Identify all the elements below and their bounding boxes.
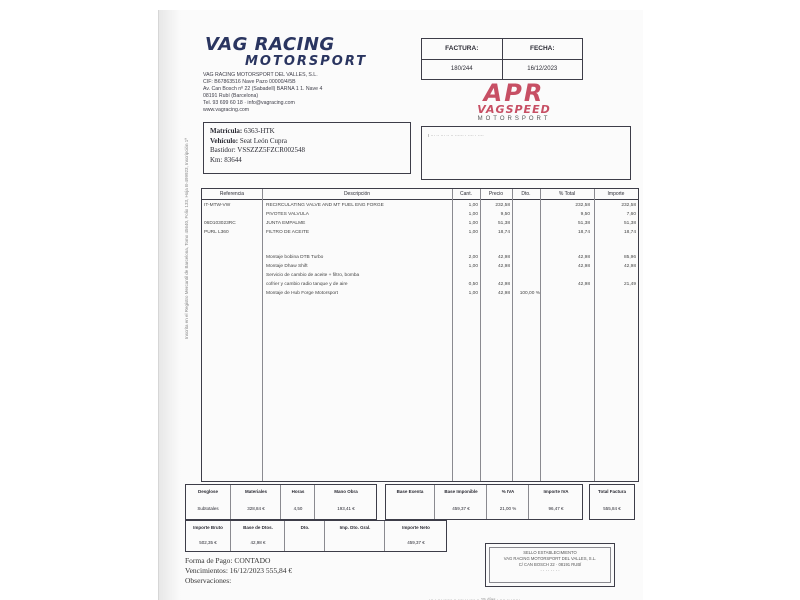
stamp-line: VAG RACING MOTORSPORT DEL VALLES, S.L.	[503, 556, 597, 561]
table-row	[202, 262, 638, 271]
cell-importe: 51,38	[623, 221, 636, 226]
table-row	[202, 201, 638, 210]
cell-desc: cofrier y cambio radio tanque y de aire	[266, 282, 348, 287]
materiales-value: 328,84 €	[247, 506, 265, 511]
cell-total: 9,50	[580, 212, 590, 217]
iva-pct-cell	[486, 485, 529, 519]
cell-desc: Montaje de Hub Forge Motorsport	[266, 291, 338, 296]
header-cantidad: Cant.	[460, 191, 472, 197]
cell-precio: 42,98	[497, 282, 510, 287]
company-line: www.vagracing.com	[203, 107, 250, 113]
header-importe: Importe	[607, 191, 625, 197]
mano-obra-value: 193,41 €	[337, 506, 355, 511]
cell-precio: 42,98	[497, 264, 510, 269]
cell-importe: 42,98	[623, 264, 636, 269]
forma-pago: Forma de Pago: CONTADO	[185, 556, 271, 565]
payment-info	[185, 556, 292, 586]
cell-precio: 232,58	[495, 203, 510, 208]
importe-bruto-cell	[186, 521, 230, 551]
cell-importe: 85,96	[623, 255, 636, 260]
paper-shadow	[159, 10, 181, 600]
company-line: Av. Can Bosch nº 22 (Sabadell) BARNA 1 1. Nave 4	[203, 86, 323, 92]
cell-importe: 7,60	[626, 212, 636, 217]
factura-label: FACTURA:	[445, 45, 479, 53]
desglose-cell	[186, 485, 230, 519]
header-precio: Precio	[488, 191, 504, 197]
dto-label: Dto.	[300, 525, 310, 530]
apr-logo-line-1: APR	[483, 79, 545, 107]
desglose-box	[185, 484, 377, 520]
foot-note: ··· · ··· ······ ·· ···· ·· ···· ·· 15 días · ···· ·· ······	[429, 597, 520, 600]
header-total: % Total	[558, 191, 576, 197]
cell-dto: 100,00 %	[519, 291, 540, 296]
total-factura-label: Total Factura	[598, 489, 626, 494]
cell-precio: 42,98	[497, 291, 510, 296]
cell-ref: 06D103023RC	[204, 221, 236, 226]
horas-label: Horas	[291, 489, 305, 494]
table-row	[202, 244, 638, 253]
cell-total: 42,98	[577, 264, 590, 269]
desglose-label: Desglose	[197, 489, 218, 494]
importe-neto-label: Importe Neto	[402, 525, 430, 530]
cell-ref: PURL L360	[204, 230, 229, 235]
km-value: 83644	[224, 155, 242, 164]
logo-line-2: MOTORSPORT	[245, 54, 368, 69]
materiales-cell	[230, 485, 281, 519]
table-row	[202, 280, 638, 289]
cell-cant: 1,00	[468, 221, 478, 226]
base-exenta-cell	[386, 485, 434, 519]
importe-bruto-label: Importe Bruto	[193, 525, 223, 530]
observaciones: Observaciones:	[185, 576, 232, 585]
table-row	[202, 289, 638, 298]
header-dto: Dto.	[521, 191, 531, 197]
total-factura-cell	[590, 485, 634, 519]
materiales-label: Materiales	[244, 489, 267, 494]
client-text: I ··· ·· ··· ·· ·· ······ · ···· · ····	[428, 133, 484, 138]
cell-cant: 1,00	[468, 291, 478, 296]
cell-cant: 1,00	[468, 212, 478, 217]
importe-iva-cell	[528, 485, 583, 519]
matricula-value: 6363-HTK	[244, 127, 275, 135]
apr-logo-line-2: VAGSPEED	[477, 103, 551, 116]
company-line: Tel. 93 699 60 18 · info@vagracing.com	[203, 100, 295, 106]
cell-precio: 18,74	[497, 230, 510, 235]
logo-line-1: VAG RACING	[205, 34, 335, 55]
vehicle-box	[203, 122, 411, 174]
imp-dto-value	[325, 536, 385, 551]
cell-cant: 1,00	[468, 264, 478, 269]
base-imponible-label: Base Imponible	[444, 489, 478, 494]
invoice-number-date-box	[421, 38, 583, 80]
header-descripcion: Descripción	[343, 191, 371, 197]
base-exenta-value	[386, 502, 434, 519]
bastidor-value: VSSZZZ5FZCR002548	[237, 146, 305, 154]
cell-importe: 18,74	[623, 230, 636, 235]
base-exenta-label: Base Exenta	[396, 489, 424, 494]
cell-desc: Montaje Dhaw Shift	[266, 264, 308, 269]
base-dtos-value: 42,98 €	[250, 540, 266, 545]
base-imponible-value: 459,37 €	[452, 506, 470, 511]
stamp-title: SELLO ESTABLECIMIENTO	[523, 550, 577, 555]
cell-cant: 0,50	[468, 282, 478, 287]
company-info	[203, 72, 363, 114]
base-imponible-cell	[434, 485, 487, 519]
company-stamp	[485, 543, 615, 587]
cell-cant: 1,00	[468, 203, 478, 208]
total-factura-box	[589, 484, 635, 520]
dto-value	[285, 536, 325, 551]
apr-logo	[459, 79, 569, 123]
mano-obra-label: Mano Obra	[334, 489, 358, 494]
table-row	[202, 219, 638, 228]
company-line: CIF: B67863516 Nave Pazo 00000/4/5B	[203, 79, 296, 85]
subtotales-label: Subtotales	[197, 506, 219, 511]
cell-cant: 2,00	[468, 255, 478, 260]
cell-desc: FILTRO DE ACEITE	[266, 230, 310, 235]
stamp-line: · · · · · · · ·	[540, 568, 560, 573]
vag-racing-logo	[205, 36, 367, 68]
table-row	[202, 271, 638, 280]
fecha-value: 16/12/2023	[502, 60, 583, 80]
importe-neto-cell	[384, 521, 447, 551]
cell-cant: 1,00	[468, 230, 478, 235]
horas-cell	[280, 485, 315, 519]
imp-dto-label: Imp. Dto. Gral.	[339, 525, 371, 530]
factura-value: 180/244	[450, 66, 473, 73]
totals-row-1	[185, 484, 633, 518]
cell-desc: PIVOTES VALVULA	[266, 212, 310, 217]
vehiculo-label: Vehículo:	[210, 136, 239, 145]
cell-total: 51,38	[577, 221, 590, 226]
cell-importe: 232,58	[621, 203, 636, 208]
total-factura-value: 555,84 €	[603, 506, 621, 511]
company-line: VAG RACING MOTORSPORT DEL VALLES, S.L.	[203, 72, 318, 78]
matricula-label: Matrícula:	[210, 127, 243, 135]
table-row	[202, 253, 638, 262]
imp-dto-cell	[324, 521, 385, 551]
base-dtos-cell	[230, 521, 285, 551]
cell-total: 18,74	[577, 230, 590, 235]
neto-box	[185, 520, 447, 552]
mano-obra-cell	[314, 485, 377, 519]
importe-neto-value: 459,37 €	[407, 540, 425, 545]
cell-importe: 21,49	[623, 282, 636, 287]
km-label: Km:	[210, 155, 223, 164]
base-dtos-label: Base de Dtos.	[243, 525, 273, 530]
apr-logo-line-3: MOTORSPORT	[477, 116, 551, 122]
cell-precio: 51,38	[497, 221, 510, 226]
cell-desc: JUNTA EMPALME	[266, 221, 306, 226]
iva-pct-value: 21,00 %	[499, 506, 517, 511]
table-row	[202, 210, 638, 219]
company-line: 08191 Rubí (Barcelona)	[203, 93, 259, 99]
client-box	[421, 126, 631, 180]
importe-iva-value: 96,47 €	[548, 506, 564, 511]
invoice-sheet	[158, 10, 643, 600]
vencimientos: Vencimientos: 16/12/2023 555,84 €	[185, 566, 293, 575]
totals-row-2	[185, 520, 445, 550]
cell-desc: Servicio de cambio de aceite + filtro, bomba	[266, 273, 360, 278]
dto-cell	[284, 521, 325, 551]
fecha-label: FECHA:	[502, 39, 583, 59]
tax-box	[385, 484, 583, 520]
cell-total: 42,98	[577, 255, 590, 260]
cell-desc: Montaje bobina DTB Turbo	[266, 255, 324, 260]
stamp-line: C/ CAN BOSCH 22 · 08191 RUBÍ	[518, 562, 582, 567]
iva-pct-label: % IVA	[501, 489, 515, 494]
vehiculo-value: Seat León Cupra	[239, 136, 287, 145]
cell-desc: RECIRCULATING VALVE AND MT FUEL ENG FORGE	[266, 203, 384, 208]
registry-side-text: Inscrita en el Registro Mercantil de Barcelona, Tomo 45640, Folio 133, Hoja B-499923, Inscripción 1ª	[184, 138, 189, 339]
header-referencia: Referencia	[219, 191, 245, 197]
importe-iva-label: Importe IVA	[543, 489, 569, 494]
cell-precio: 42,98	[497, 255, 510, 260]
cell-total: 42,98	[577, 282, 590, 287]
horas-value: 4,50	[293, 506, 303, 511]
cell-precio: 9,50	[500, 212, 510, 217]
importe-bruto-value: 502,35 €	[199, 540, 217, 545]
bastidor-label: Bastidor:	[210, 146, 236, 154]
table-header-row	[202, 189, 638, 200]
table-row	[202, 228, 638, 237]
cell-ref: IT-MTW-VW	[204, 203, 231, 208]
cell-total: 232,58	[575, 203, 590, 208]
